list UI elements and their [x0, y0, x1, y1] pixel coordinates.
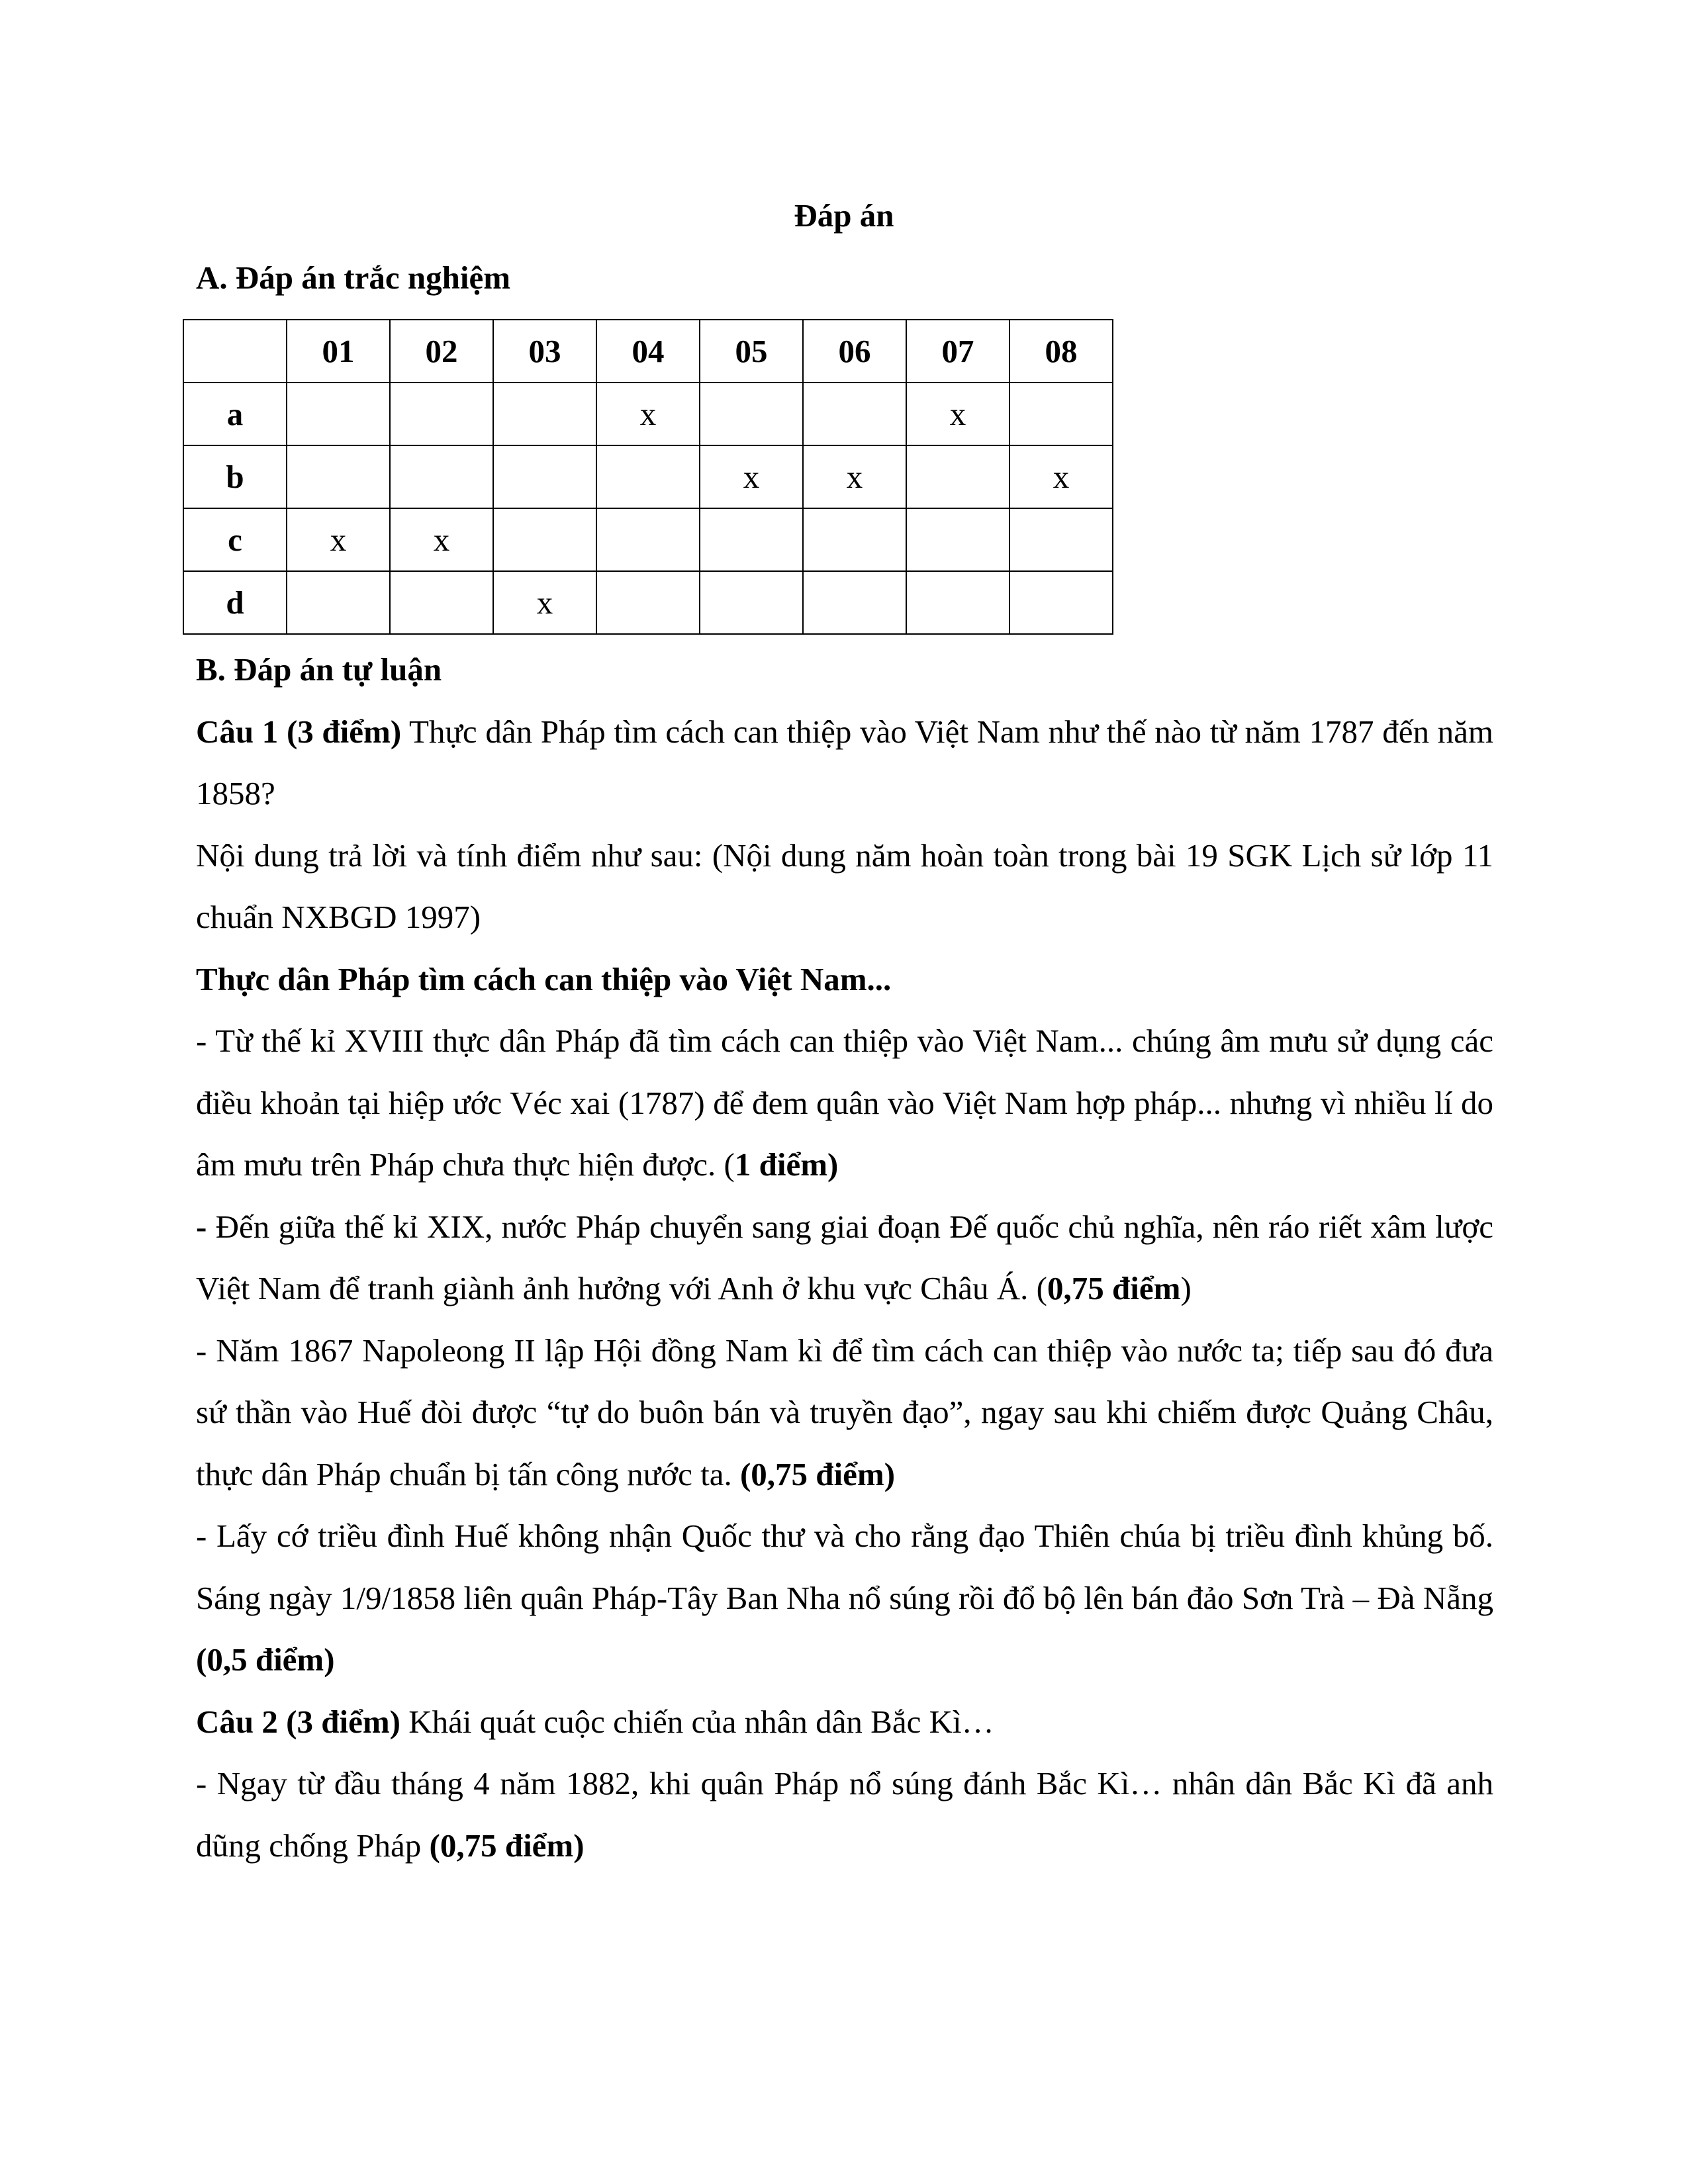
table-cell — [596, 508, 700, 571]
question-2-text: Khái quát cuộc chiến của nhân dân Bắc Kì… — [400, 1703, 994, 1740]
table-cell: x — [906, 383, 1009, 445]
answer-point-text: - Năm 1867 Napoleong II lập Hội đồng Nam kì để tìm cách can thiệp vào nước ta; tiếp sau đó đưa sứ thần vào Huế đòi được “tự do buôn bán và truyền đạo”, ngay sau khi chiếm được Quảng Châu, thực dân Pháp chuẩn bị tấn công nước ta. — [196, 1332, 1493, 1492]
table-cell — [493, 445, 596, 508]
table-cell — [287, 383, 390, 445]
table-cell — [906, 571, 1009, 634]
table-cell — [906, 508, 1009, 571]
table-cell: x — [803, 445, 906, 508]
table-cell — [287, 445, 390, 508]
answer-point-2 — [196, 1196, 1493, 1320]
table-cell: x — [287, 508, 390, 571]
table-cell: x — [390, 508, 493, 571]
table-header-cell: 05 — [700, 320, 803, 383]
answer-table — [183, 319, 1113, 635]
table-cell — [1009, 383, 1113, 445]
table-cell — [1009, 508, 1113, 571]
answer-point-4 — [196, 1505, 1493, 1691]
table-cell — [596, 445, 700, 508]
question-2 — [196, 1691, 1493, 1753]
answer-point-1 — [196, 1010, 1493, 1196]
question-1 — [196, 701, 1493, 825]
row-label: c — [183, 508, 287, 571]
essay-answers — [196, 639, 1493, 1876]
table-header-cell — [183, 320, 287, 383]
question-2-label: Câu 2 (3 điểm) — [196, 1703, 400, 1740]
answer-point-5 — [196, 1752, 1493, 1876]
answer-point-text: - Ngay từ đầu tháng 4 năm 1882, khi quân Pháp nổ súng đánh Bắc Kì… nhân dân Bắc Kì đã anh dũng chống Pháp — [196, 1765, 1493, 1864]
row-label: b — [183, 445, 287, 508]
table-row — [183, 571, 1113, 634]
table-row — [183, 445, 1113, 508]
table-row — [183, 383, 1113, 445]
table-cell — [803, 383, 906, 445]
table-cell: x — [493, 571, 596, 634]
answer-point-text: - Từ thế kỉ XVIII thực dân Pháp đã tìm cách can thiệp vào Việt Nam... chúng âm mưu sử dụng các điều khoản tại hiệp ước Véc xai (1787) để đem quân vào Việt Nam hợp pháp... nhưng vì nhiều lí do âm mưu trên Pháp chưa thực hiện được. ( — [196, 1023, 1493, 1183]
table-cell — [390, 445, 493, 508]
answer-point-text: - Lấy cớ triều đình Huế không nhận Quốc thư và cho rằng đạo Thiên chúa bị triều đình khủng bố. Sáng ngày 1/9/1858 liên quân Pháp-Tây Ban Nha nổ súng rồi đổ bộ lên bán đảo Sơn Trà – Đà Nẵng — [196, 1518, 1493, 1616]
table-cell: x — [1009, 445, 1113, 508]
table-header-cell: 03 — [493, 320, 596, 383]
table-header-cell: 01 — [287, 320, 390, 383]
table-header-cell: 06 — [803, 320, 906, 383]
table-cell — [1009, 571, 1113, 634]
score-label: 1 điểm) — [734, 1146, 839, 1183]
grading-note: Nội dung trả lời và tính điểm như sau: (Nội dung năm hoàn toàn trong bài 19 SGK Lịch sử lớp 11 chuẩn NXBGD 1997) — [196, 837, 1493, 935]
score-label: (0,75 điểm) — [739, 1455, 896, 1492]
table-cell — [700, 383, 803, 445]
table-cell — [390, 383, 493, 445]
table-cell — [596, 571, 700, 634]
table-cell — [287, 571, 390, 634]
table-cell — [390, 571, 493, 634]
closing-paren: ) — [1180, 1270, 1192, 1306]
question-1-label: Câu 1 (3 điểm) — [196, 713, 402, 750]
table-cell — [803, 571, 906, 634]
table-cell — [493, 383, 596, 445]
table-header-cell: 07 — [906, 320, 1009, 383]
table-cell — [906, 445, 1009, 508]
table-cell: x — [700, 445, 803, 508]
table-cell: x — [596, 383, 700, 445]
table-header-row — [183, 320, 1113, 383]
bullet-dash: - — [196, 1208, 216, 1245]
score-label: (0,5 điểm) — [196, 1641, 335, 1678]
answer-point-3 — [196, 1320, 1493, 1506]
row-label: a — [183, 383, 287, 445]
table-cell — [803, 508, 906, 571]
answer-subheading: Thực dân Pháp tìm cách can thiệp vào Việt Nam... — [196, 960, 892, 997]
score-label: 0,75 điểm — [1047, 1270, 1181, 1306]
table-cell — [700, 571, 803, 634]
answer-point-text: Đến giữa thế kỉ XIX, nước Pháp chuyển sang giai đoạn Đế quốc chủ nghĩa, nên ráo riết xâm lược Việt Nam để tranh giành ảnh hưởng với Anh ở khu vực Châu Á. ( — [196, 1208, 1493, 1306]
table-row — [183, 508, 1113, 571]
question-1-text: Thực dân Pháp tìm cách can thiệp vào Việt Nam như thế nào từ năm 1787 đến năm 1858? — [196, 713, 1493, 811]
table-cell — [493, 508, 596, 571]
table-header-cell: 02 — [390, 320, 493, 383]
section-a-heading: A. Đáp án trắc nghiệm — [196, 259, 511, 296]
table-cell — [700, 508, 803, 571]
page-title: Đáp án — [794, 197, 894, 234]
section-b-heading: B. Đáp án tự luận — [196, 651, 442, 688]
row-label: d — [183, 571, 287, 634]
table-header-cell: 04 — [596, 320, 700, 383]
table-header-cell: 08 — [1009, 320, 1113, 383]
score-label: (0,75 điểm) — [429, 1827, 585, 1864]
